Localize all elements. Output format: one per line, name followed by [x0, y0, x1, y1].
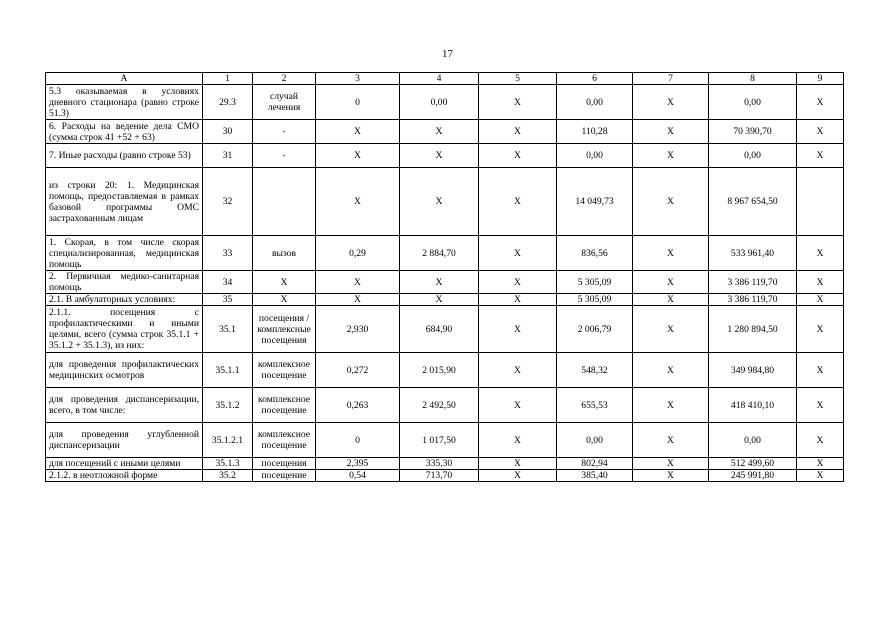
header-cell: 3 — [316, 73, 400, 85]
row-cell-c9 — [797, 168, 844, 236]
table-row — [46, 388, 844, 423]
row-cell-c5: X — [479, 306, 557, 353]
header-cell: А — [46, 73, 203, 85]
header-cell: 7 — [633, 73, 709, 85]
row-cell-c3: X — [316, 120, 400, 144]
row-cell-c7: X — [633, 294, 709, 306]
row-cell-c9: X — [797, 306, 844, 353]
row-cell-c3: X — [316, 271, 400, 294]
row-cell-c6: 836,56 — [557, 236, 633, 271]
row-cell-c1: 34 — [203, 271, 253, 294]
header-cell: 6 — [557, 73, 633, 85]
data-table — [45, 72, 844, 482]
row-cell-c6: 655,53 — [557, 388, 633, 423]
row-cell-c6: 0,00 — [557, 423, 633, 458]
row-description: 2.1.1. посещения с профилактическими и иными целями, всего (сумма строк 35.1.1 + 35.1.2 + 35.1.3), из них: — [46, 306, 203, 353]
row-cell-c8: 8 967 654,50 — [709, 168, 797, 236]
row-cell-c6: 5 305,09 — [557, 271, 633, 294]
row-cell-c3: 0 — [316, 423, 400, 458]
row-cell-c7: X — [633, 423, 709, 458]
row-cell-c3: X — [316, 294, 400, 306]
row-description: 7. Иные расходы (равно строке 53) — [46, 144, 203, 168]
row-cell-c5: X — [479, 144, 557, 168]
row-cell-c4: X — [400, 271, 479, 294]
table-row — [46, 294, 844, 306]
row-cell-c9: X — [797, 85, 844, 120]
row-cell-c3: 0,54 — [316, 470, 400, 482]
row-cell-c9: X — [797, 271, 844, 294]
row-description: из строки 20: 1. Медицинская помощь, предоставляемая в рамках базовой программы ОМС застрахованным лицам — [46, 168, 203, 236]
row-description: для проведения профилактических медицинских осмотров — [46, 353, 203, 388]
row-cell-c2: комплексное посещение — [253, 388, 316, 423]
table-row — [46, 236, 844, 271]
row-cell-c9: X — [797, 120, 844, 144]
row-cell-c3: 0 — [316, 85, 400, 120]
row-description: 2. Первичная медико-санитарная помощь — [46, 271, 203, 294]
row-cell-c7: X — [633, 168, 709, 236]
row-cell-c5: X — [479, 85, 557, 120]
row-cell-c1: 35.1.2 — [203, 388, 253, 423]
row-cell-c9: X — [797, 144, 844, 168]
row-cell-c4: 684,90 — [400, 306, 479, 353]
row-cell-c4: 2 492,50 — [400, 388, 479, 423]
row-cell-c8: 533 961,40 — [709, 236, 797, 271]
row-description: для проведения углубленной диспансеризации — [46, 423, 203, 458]
row-cell-c8: 1 280 894,50 — [709, 306, 797, 353]
row-cell-c2: - — [253, 120, 316, 144]
row-cell-c5: X — [479, 458, 557, 470]
header-cell: 9 — [797, 73, 844, 85]
row-cell-c5: X — [479, 120, 557, 144]
row-cell-c5: X — [479, 353, 557, 388]
header-cell: 1 — [203, 73, 253, 85]
row-cell-c7: X — [633, 470, 709, 482]
row-cell-c1: 35 — [203, 294, 253, 306]
row-cell-c5: X — [479, 271, 557, 294]
row-cell-c7: X — [633, 353, 709, 388]
table-row — [46, 168, 844, 236]
row-cell-c6: 548,32 — [557, 353, 633, 388]
row-cell-c2 — [253, 168, 316, 236]
row-cell-c3: 0,272 — [316, 353, 400, 388]
row-cell-c8: 512 499,60 — [709, 458, 797, 470]
row-cell-c4: 335,30 — [400, 458, 479, 470]
table-row — [46, 85, 844, 120]
row-cell-c8: 70 390,70 — [709, 120, 797, 144]
row-cell-c5: X — [479, 236, 557, 271]
row-cell-c6: 0,00 — [557, 85, 633, 120]
row-cell-c1: 30 — [203, 120, 253, 144]
row-cell-c8: 418 410,10 — [709, 388, 797, 423]
row-cell-c8: 0,00 — [709, 144, 797, 168]
row-cell-c9: X — [797, 470, 844, 482]
row-cell-c4: X — [400, 294, 479, 306]
row-cell-c7: X — [633, 306, 709, 353]
row-description: 6. Расходы на ведение дела СМО (сумма строк 41 +52 + 63) — [46, 120, 203, 144]
header-cell: 8 — [709, 73, 797, 85]
row-cell-c9: X — [797, 294, 844, 306]
row-cell-c6: 5 305,09 — [557, 294, 633, 306]
row-cell-c8: 349 984,80 — [709, 353, 797, 388]
row-cell-c6: 0,00 — [557, 144, 633, 168]
row-cell-c1: 35.1.3 — [203, 458, 253, 470]
table-row — [46, 470, 844, 482]
row-cell-c1: 31 — [203, 144, 253, 168]
table-row — [46, 458, 844, 470]
row-cell-c4: X — [400, 144, 479, 168]
row-cell-c6: 802,94 — [557, 458, 633, 470]
row-cell-c3: 0,29 — [316, 236, 400, 271]
row-description: 2.1.2. в неотложной форме — [46, 470, 203, 482]
row-cell-c2: - — [253, 144, 316, 168]
row-cell-c9: X — [797, 423, 844, 458]
row-cell-c1: 33 — [203, 236, 253, 271]
row-cell-c3: 0,263 — [316, 388, 400, 423]
row-cell-c2: комплексное посещение — [253, 353, 316, 388]
row-cell-c5: X — [479, 388, 557, 423]
table-row — [46, 423, 844, 458]
row-cell-c7: X — [633, 85, 709, 120]
row-cell-c7: X — [633, 144, 709, 168]
row-cell-c7: X — [633, 458, 709, 470]
row-cell-c9: X — [797, 388, 844, 423]
table-row — [46, 271, 844, 294]
row-cell-c6: 110,28 — [557, 120, 633, 144]
row-cell-c3: 2,395 — [316, 458, 400, 470]
row-cell-c8: 3 386 119,70 — [709, 294, 797, 306]
row-cell-c9: X — [797, 353, 844, 388]
row-cell-c3: 2,930 — [316, 306, 400, 353]
row-cell-c2: вызов — [253, 236, 316, 271]
page-number: 17 — [442, 48, 453, 60]
row-cell-c2: посещения — [253, 458, 316, 470]
row-cell-c7: X — [633, 236, 709, 271]
row-description: 5.3 оказываемая в условиях дневного стационара (равно строке 51.3) — [46, 85, 203, 120]
header-cell: 4 — [400, 73, 479, 85]
row-cell-c9: X — [797, 236, 844, 271]
row-cell-c4: X — [400, 120, 479, 144]
row-cell-c4: 2 015,90 — [400, 353, 479, 388]
row-cell-c4: 0,00 — [400, 85, 479, 120]
header-row — [46, 73, 844, 85]
table-row — [46, 144, 844, 168]
row-cell-c6: 2 006,79 — [557, 306, 633, 353]
row-cell-c3: X — [316, 168, 400, 236]
row-cell-c4: X — [400, 168, 479, 236]
row-cell-c8: 0,00 — [709, 85, 797, 120]
row-description: 2.1. В амбулаторных условиях: — [46, 294, 203, 306]
row-cell-c1: 35.1 — [203, 306, 253, 353]
row-cell-c5: X — [479, 470, 557, 482]
row-cell-c7: X — [633, 388, 709, 423]
row-cell-c1: 35.1.1 — [203, 353, 253, 388]
row-cell-c6: 385,40 — [557, 470, 633, 482]
row-cell-c2: X — [253, 271, 316, 294]
row-description: для посещений с иными целями — [46, 458, 203, 470]
row-cell-c4: 2 884,70 — [400, 236, 479, 271]
row-cell-c7: X — [633, 120, 709, 144]
table-row — [46, 353, 844, 388]
row-cell-c7: X — [633, 271, 709, 294]
row-description: для проведения диспансеризации, всего, в том числе: — [46, 388, 203, 423]
row-cell-c2: случай лечения — [253, 85, 316, 120]
row-cell-c4: 1 017,50 — [400, 423, 479, 458]
row-cell-c9: X — [797, 458, 844, 470]
header-cell: 2 — [253, 73, 316, 85]
header-cell: 5 — [479, 73, 557, 85]
row-cell-c8: 245 991,80 — [709, 470, 797, 482]
row-cell-c2: X — [253, 294, 316, 306]
row-cell-c2: комплексное посещение — [253, 423, 316, 458]
row-cell-c6: 14 049,73 — [557, 168, 633, 236]
row-cell-c8: 0,00 — [709, 423, 797, 458]
row-cell-c5: X — [479, 423, 557, 458]
row-cell-c8: 3 386 119,70 — [709, 271, 797, 294]
row-cell-c5: X — [479, 294, 557, 306]
row-cell-c2: посещения / комплексные посещения — [253, 306, 316, 353]
row-cell-c1: 35.1.2.1 — [203, 423, 253, 458]
row-cell-c3: X — [316, 144, 400, 168]
row-cell-c1: 29.3 — [203, 85, 253, 120]
table-row — [46, 120, 844, 144]
row-cell-c2: посещение — [253, 470, 316, 482]
table-row — [46, 306, 844, 353]
row-cell-c1: 35.2 — [203, 470, 253, 482]
row-cell-c4: 713,70 — [400, 470, 479, 482]
row-cell-c5: X — [479, 168, 557, 236]
row-description: 1. Скорая, в том числе скорая специализированная, медицинская помощь — [46, 236, 203, 271]
row-cell-c1: 32 — [203, 168, 253, 236]
